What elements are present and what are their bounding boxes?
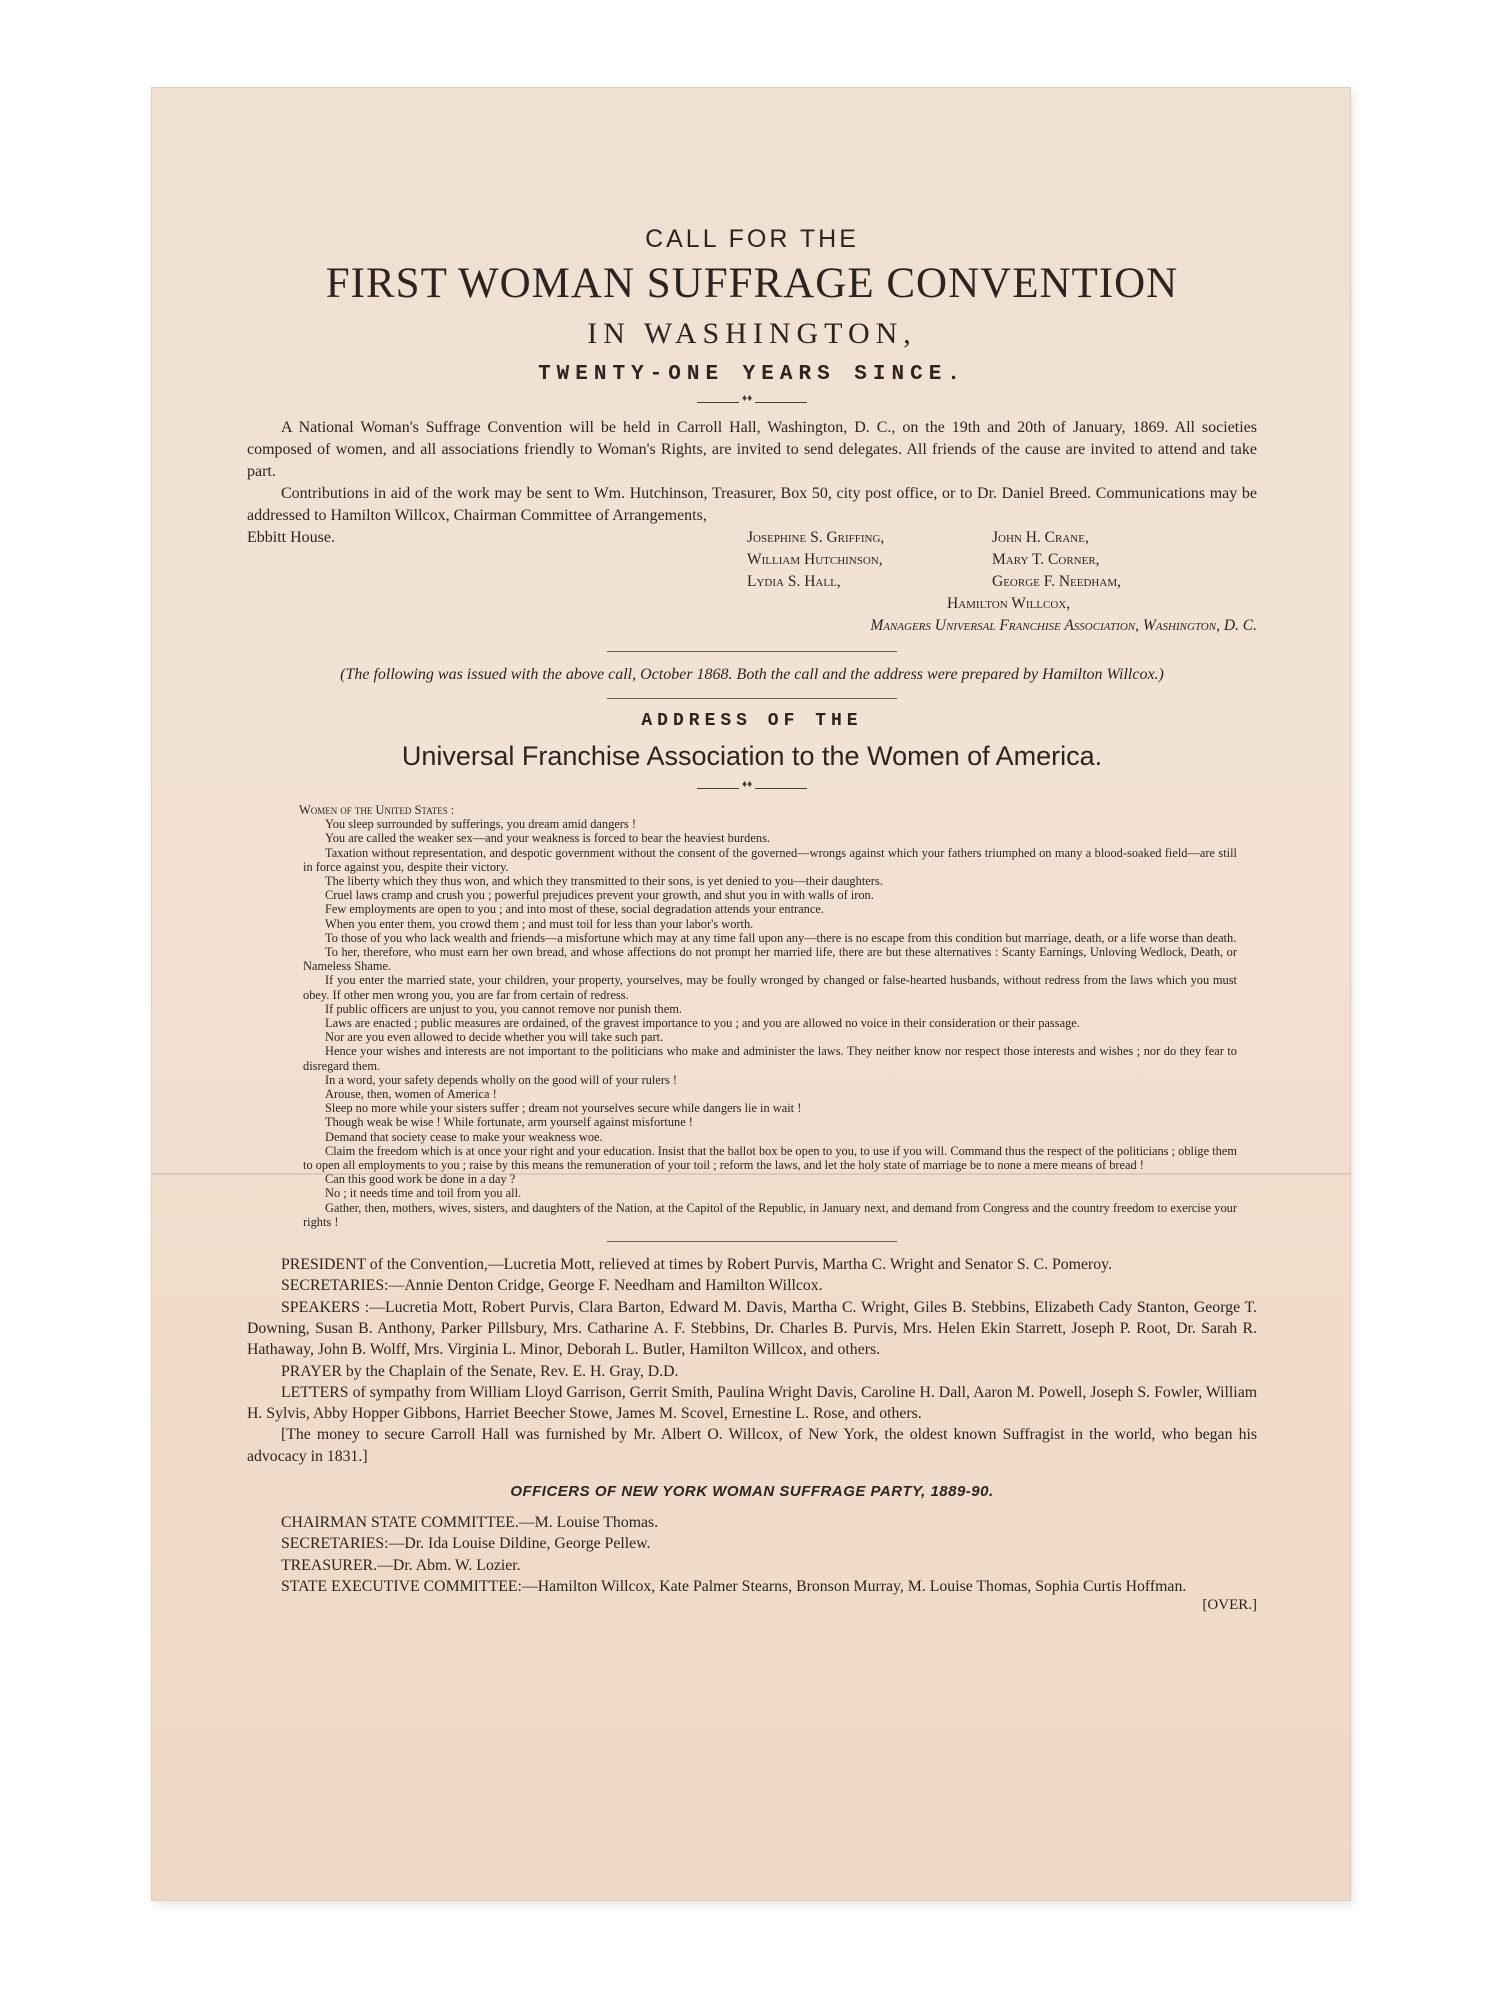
call-for-heading: CALL FOR THE [645, 225, 859, 253]
ornament-divider [697, 788, 807, 789]
section-rule [607, 698, 897, 699]
address-line: No ; it needs time and toil from you all. [325, 1186, 522, 1201]
signatories-block [247, 527, 1257, 639]
address-line: Hence your wishes and interests are not important to the politicians who make and administer the laws. They neither know nor respect those interests and wishes ; nor do they fear to disregard them. [303, 1044, 1237, 1073]
address-line: If public officers are unjust to you, you cannot remove nor punish them. [325, 1001, 682, 1016]
address-line: You are called the weaker sex—and your weakness is forced to bear the heaviest burdens. [325, 831, 770, 846]
address-line: In a word, your safety depends wholly on the good will of your rulers ! [325, 1072, 678, 1087]
in-washington-heading: IN WASHINGTON, [587, 317, 917, 350]
signatory-name: Josephine S. Griffing, [747, 529, 885, 546]
officer-entry: STATE EXECUTIVE COMMITTEE:—Hamilton Willcox, Kate Palmer Stearns, Bronson Murray, M. Louise Thomas, Sophia Curtis Hoffman. [281, 1577, 1187, 1595]
program-speakers: SPEAKERS :—Lucretia Mott, Robert Purvis, Clara Barton, Edward M. Davis, Martha C. Wright, Giles B. Stebbins, Elizabeth Cady Stanton, George T. Downing, Susan B. Anthony, Parker Pillsbury, Mrs. Catharine A. F. Stebbins, Dr. Charles B. Purvis, Mrs. Helen Ekin Starrett, Joseph P. Root, Dr. Sarah R. Hathaway, John B. Wolff, Mrs. Virginia L. Minor, Deborah L. Butler, Hamilton Willcox, and others. [247, 1298, 1257, 1359]
address-heading: ADDRESS OF THE [641, 711, 863, 731]
address-line: Sleep no more while your sisters suffer ; dream not yourselves secure while dangers lie in wait ! [325, 1101, 802, 1116]
address-line: If you enter the married state, your children, your property, yourselves, may be foully wronged by changed or false-hearted husbands, without redress from the laws which you must obey. If other men wrong you, you are far from certain of redress. [303, 973, 1237, 1002]
document-content [247, 213, 1257, 1614]
address-line: Gather, then, mothers, wives, sisters, and daughters of the Nation, at the Capitol of the Republic, in January next, and demand from Congress and the country freedom to exercise your rights ! [303, 1200, 1237, 1229]
address-line: Can this good work be done in a day ? [325, 1172, 516, 1187]
address-salutation: Women of the United States : [299, 803, 455, 817]
officer-entry: TREASURER.—Dr. Abm. W. Lozier. [281, 1556, 521, 1574]
address-line: Arouse, then, women of America ! [325, 1087, 497, 1102]
officers-list [247, 1512, 1257, 1597]
call-paragraph: A National Woman's Suffrage Convention will be held in Carroll Hall, Washington, D. C., on the 19th and 20th of January, 1869. All societies composed of women, and all associations friendly to Woman's Rights, are invited to send delegates. All friends of the cause are invited to attend and take part. [247, 419, 1257, 480]
address-body [247, 803, 1257, 1229]
address-line: The liberty which they thus won, and which they transmitted to their sons, is yet denied to you—their daughters. [325, 874, 883, 889]
program-secretaries: SECRETARIES:—Annie Denton Cridge, George F. Needham and Hamilton Willcox. [281, 1277, 823, 1295]
address-line: To those of you who lack wealth and friends—a misfortune which may at any time fall upon any—there is no escape from this condition but marriage, death, or a life worse than death. [325, 930, 1237, 945]
managers-line: Managers Universal Franchise Association, Washington, D. C. [870, 617, 1257, 634]
address-line: Few employments are open to you ; and into most of these, social degradation attends your entrance. [325, 902, 824, 917]
signatory-name: William Hutchinson, [747, 551, 883, 568]
address-line: Cruel laws cramp and crush you ; powerful prejudices prevent your growth, and shut you in with walls of iron. [325, 888, 874, 903]
address-line: Claim the freedom which is at once your right and your education. Insist that the ballot box be open to you, to use if you will. Command thus the respect of the politicians ; oblige them to open all employments to you ; raise by this means the remuneration of your toil ; reform the laws, and let the holy state of marriage be to none a mere means of bread ! [303, 1143, 1237, 1173]
address-line: You sleep surrounded by sufferings, you dream amid dangers ! [325, 817, 636, 832]
officer-entry: SECRETARIES:—Dr. Ida Louise Dildine, George Pellew. [281, 1535, 651, 1553]
address-lines [303, 817, 1237, 1229]
address-line: Demand that society cease to make your weakness woe. [325, 1129, 603, 1144]
officer-entry: CHAIRMAN STATE COMMITTEE.—M. Louise Thomas. [281, 1514, 659, 1532]
address-line: Laws are enacted ; public measures are ordained, of the gravest importance to you ; and you are allowed no voice in their consideration or their passage. [325, 1016, 1080, 1031]
years-since-heading: TWENTY-ONE YEARS SINCE. [538, 363, 966, 386]
program-prayer: PRAYER by the Chaplain of the Senate, Rev. E. H. Gray, D.D. [281, 1362, 679, 1380]
program-note: [The money to secure Carroll Hall was furnished by Mr. Albert O. Willcox, of New York, the oldest known Suffragist in the world, who began his advocacy in 1831.] [247, 1426, 1257, 1465]
convention-program [247, 1254, 1257, 1467]
signatory-name: Hamilton Willcox, [947, 595, 1071, 612]
address-line: When you enter them, you crowd them ; and must toil for less than your labor's worth. [325, 916, 754, 931]
signatories-grid [747, 527, 1257, 637]
signatory-name: John H. Crane, [992, 529, 1089, 546]
issued-note: (The following was issued with the above call, October 1868. Both the call and the address were prepared by Hamilton Willcox.) [340, 666, 1164, 683]
address-line: To her, therefore, who must earn her own bread, and whose affections do not prompt her married life, there are but these alternatives : Scanty Earnings, Unloving Wedlock, Death, or Nameless Shame. [303, 945, 1237, 974]
address-line: Nor are you even allowed to decide whether you will take such part. [325, 1030, 664, 1045]
ebbitt-house: Ebbitt House. [247, 529, 335, 546]
document-title: FIRST WOMAN SUFFRAGE CONVENTION [325, 260, 1179, 307]
ornament-divider [697, 402, 807, 403]
address-title: Universal Franchise Association to the Women of America. [401, 741, 1103, 771]
program-letters: LETTERS of sympathy from William Lloyd Garrison, Gerrit Smith, Paulina Wright Davis, Caroline H. Dall, Aaron M. Powell, Joseph S. Fowler, William H. Sylvis, Abby Hopper Gibbons, Harriet Beecher Stowe, James M. Scovel, Ernestine L. Rose, and others. [247, 1383, 1257, 1423]
address-line: Taxation without representation, and despotic government without the consent of the governed—wrongs against which your fathers triumphed on many a blood-soaked field—are still in force against you, despite their victory. [303, 845, 1237, 874]
officers-heading: OFFICERS OF NEW YORK WOMAN SUFFRAGE PARTY, 1889-90. [510, 1483, 994, 1501]
section-rule [607, 1241, 897, 1242]
section-rule [607, 651, 897, 652]
program-president: PRESIDENT of the Convention,—Lucretia Mott, relieved at times by Robert Purvis, Martha C. Wright and Senator S. C. Pomeroy. [281, 1256, 1112, 1274]
call-paragraph: Contributions in aid of the work may be sent to Wm. Hutchinson, Treasurer, Box 50, city post office, or to Dr. Daniel Breed. Communications may be addressed to Hamilton Willcox, Chairman Committee of Arrangements, [247, 485, 1257, 524]
over-marker: [OVER.] [1202, 1597, 1257, 1614]
signatory-name: George F. Needham, [992, 573, 1121, 590]
document-sheet [152, 88, 1350, 1900]
signatory-name: Mary T. Corner, [992, 551, 1100, 568]
address-line: Though weak be wise ! While fortunate, arm yourself against misfortune ! [325, 1115, 693, 1130]
signatory-name: Lydia S. Hall, [747, 573, 841, 590]
